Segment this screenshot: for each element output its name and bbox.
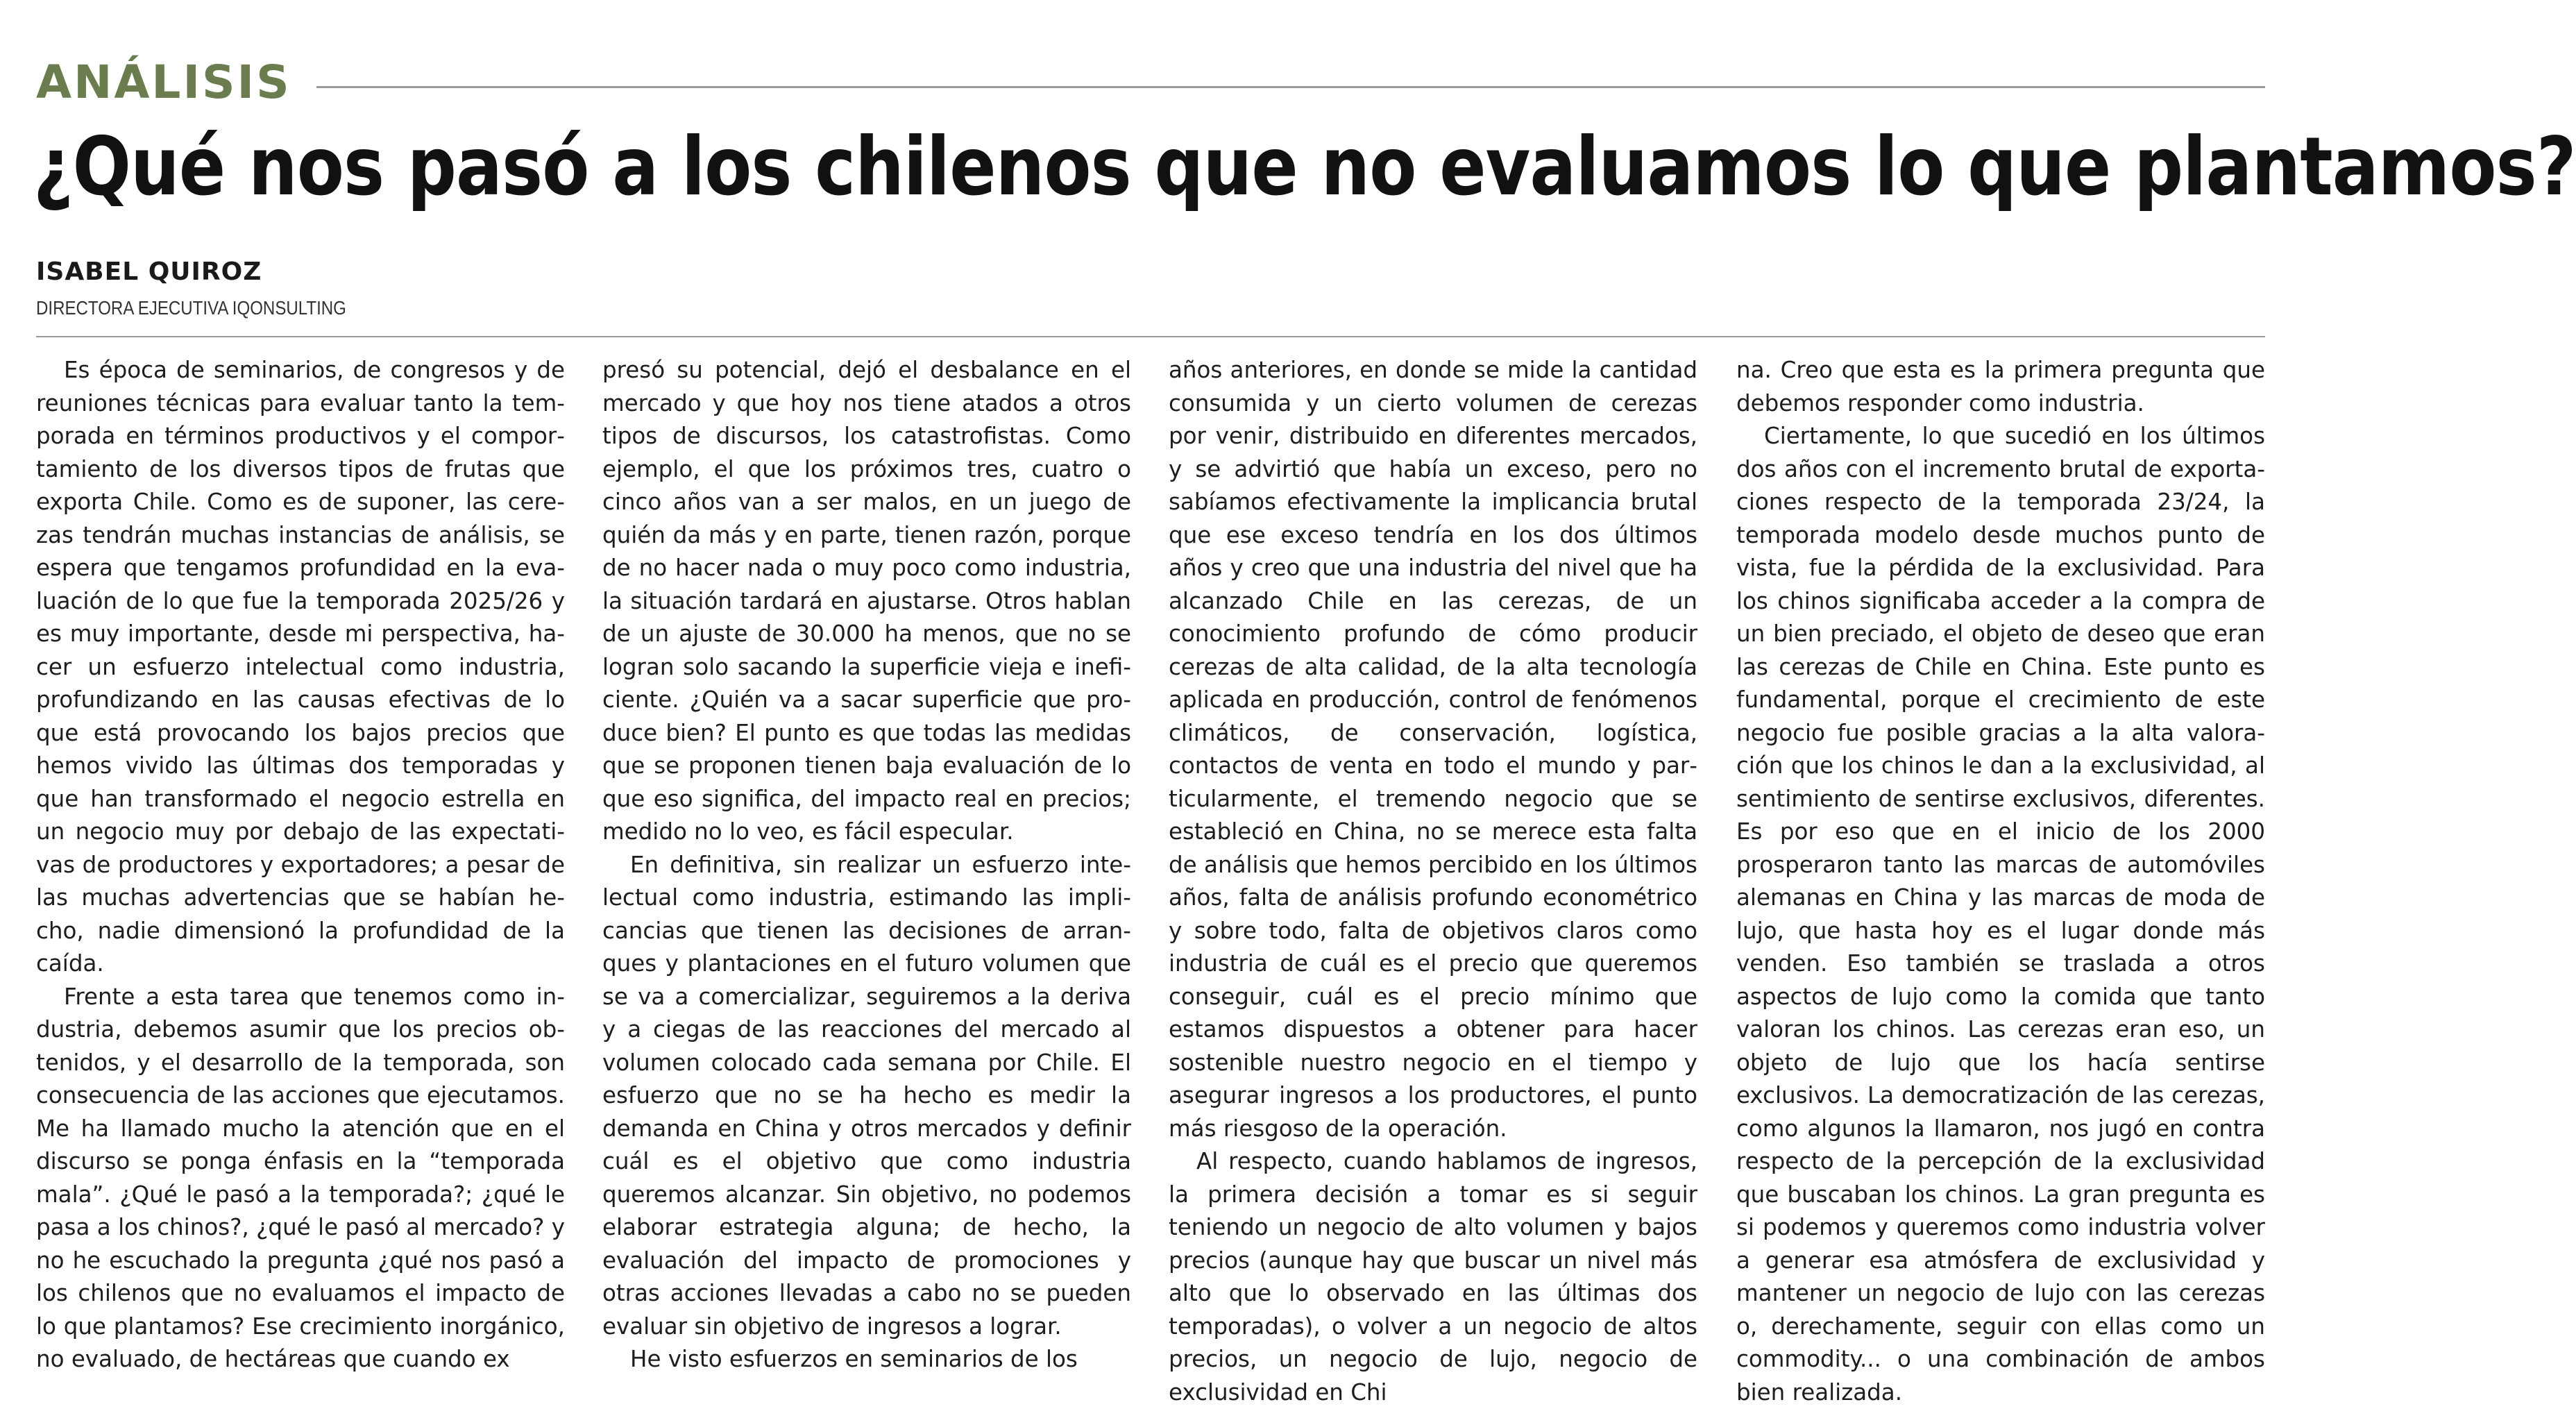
byline-divider	[36, 336, 2265, 337]
section-rule	[316, 86, 2265, 88]
article-column-3	[1169, 354, 1697, 1409]
paragraph: En definitiva, sin realizar un esfuerzo intelectual como industria, estimando las implicancias que tienen las decisiones de arranques y plantaciones en el futuro volumen que se va a comercializar, seguiremos a la deriva y a ciegas de las reacciones del mercado al volumen colocado cada semana por Chile. El esfuerzo que no se ha hecho es medir la demanda en China y otros mercados y definir cuál es el objetivo que como industria queremos alcanzar. Sin objetivo, no podemos elaborar estrategia alguna; de hecho, la evaluación del impacto de promociones y otras acciones llevadas a cabo no se pueden evaluar sin objetivo de ingresos a lograr.	[602, 851, 1131, 1340]
section-label: ANÁLISIS	[36, 55, 291, 109]
paragraph: Al respecto, cuando hablamos de ingresos, la primera decisión a tomar es si seguir teniendo un negocio de alto volumen y bajos precios (aunque hay que buscar un nivel más alto que lo observado en las últimas dos temporadas), o volver a un negocio de altos precios, un negocio de lujo, negocio de exclusividad en Chi	[1169, 1148, 1697, 1406]
section-header	[36, 54, 2265, 110]
byline	[36, 257, 397, 322]
paragraph: presó su potencial, dejó el desbalance en el mercado y que hoy nos tiene atados a otros tipos de discursos, los catastrofistas. Como ejemplo, el que los próximos tres, cuatro o cinco años van a ser malos, en un juego de quién da más y en parte, tienen razón, porque de no hacer nada o muy poco como industria, la situación tardará en ajustarse. Otros hablan de un ajuste de 30.000 ha menos, que no se logran solo sacando la superficie vieja e ineficiente. ¿Quién va a sacar superficie que produce bien? El punto es que todas las medidas que se proponen tienen baja evaluación de lo que eso significa, del impacto real en precios; medido no lo veo, es fácil especular.	[602, 357, 1131, 845]
paragraph: Frente a esta tarea que tenemos como industria, debemos asumir que los precios obtenidos, y el desarrollo de la temporada, son consecuencia de las acciones que ejecutamos. Me ha llamado mucho la atención que en el discurso se ponga énfasis en la “temporada mala”. ¿Qué le pasó a la temporada?; ¿qué le pasa a los chinos?, ¿qué le pasó al mercado? y no he escuchado la pregunta ¿qué nos pasó a los chilenos que no evaluamos el impacto de lo que plantamos? Ese crecimiento inorgánico, no evaluado, de hectáreas que cuando ex	[36, 983, 565, 1372]
article-body	[36, 354, 2265, 1406]
paragraph: na. Creo que esta es la primera pregunta que debemos responder como industria.	[1736, 357, 2265, 416]
article-column-1	[36, 354, 565, 1376]
author-role: DIRECTORA EJECUTIVA IQONSULTING	[36, 297, 346, 319]
headline: ¿Qué nos pasó a los chilenos que no evaluamos lo que plantamos?	[33, 120, 2576, 214]
article-column-4	[1736, 354, 2265, 1409]
author-name: ISABEL QUIROZ	[36, 258, 262, 286]
paragraph: años anteriores, en donde se mide la cantidad consumida y un cierto volumen de cerezas por venir, distribuido en diferentes mercados, y se advirtió que había un exceso, pero no sabíamos efectivamente la implicancia brutal que ese exceso tendría en los dos últimos años y creo que una industria del nivel que ha alcanzado Chile en las cerezas, de un conocimiento profundo de cómo producir cerezas de alta calidad, de la alta tecnología aplicada en producción, control de fenómenos climáticos, de conservación, logística, contactos de venta en todo el mundo y particularmente, el tremendo negocio que se estableció en China, no se merece esta falta de análisis que hemos percibido en los últimos años, falta de análisis profundo econométrico y sobre todo, falta de objetivos claros como industria de cuál es el precio que queremos conseguir, cuál es el precio mínimo que estamos dispuestos a obtener para hacer sostenible nuestro negocio en el tiempo y asegurar ingresos a los productores, el punto más riesgoso de la operación.	[1169, 357, 1697, 1142]
paragraph: He visto esfuerzos en seminarios de los	[630, 1346, 1078, 1372]
paragraph: Ciertamente, lo que sucedió en los últimos dos años con el incremento brutal de exportaciones respecto de la temporada 23/24, la temporada modelo desde muchos punto de vista, fue la pérdida de la exclusividad. Para los chinos significaba acceder a la compra de un bien preciado, el objeto de deseo que eran las cerezas de Chile en China. Este punto es fundamental, porque el crecimiento de este negocio fue posible gracias a la alta valoración que los chinos le dan a la exclusividad, al sentimiento de sentirse exclusivos, diferentes. Es por eso que en el inicio de los 2000 prosperaron tanto las marcas de automóviles alemanas en China y las marcas de moda de lujo, que hasta hoy es el lugar donde más venden. Eso también se traslada a otros aspectos de lujo como la comida que tanto valoran los chinos. Las cerezas eran eso, un objeto de lujo que los hacía sentirse exclusivos. La democratización de las cerezas, como algunos la llamaron, nos jugó en contra respecto de la percepción de la exclusividad que buscaban los chinos. La gran pregunta es si podemos y queremos como industria volver a generar esa atmósfera de exclusividad y mantener un negocio de lujo con las cerezas o, derechamente, seguir con ellas como un commodity... o una combinación de ambos bien realizada.	[1736, 423, 2265, 1406]
article-column-2	[602, 354, 1131, 1376]
paragraph: Es época de seminarios, de congresos y de reuniones técnicas para evaluar tanto la temporada en términos productivos y el comportamiento de los diversos tipos de frutas que exporta Chile. Como es de suponer, las cerezas tendrán muchas instancias de análisis, se espera que tengamos profundidad en la evaluación de lo que fue la temporada 2025/26 y es muy importante, desde mi perspectiva, hacer un esfuerzo intelectual como industria, profundizando en las causas efectivas de lo que está provocando los bajos precios que hemos vivido las últimas dos temporadas y que han transformado el negocio estrella en un negocio muy por debajo de las expectativas de productores y exportadores; a pesar de las muchas advertencias que se habían hecho, nadie dimensionó la profundidad de la caída.	[36, 357, 565, 977]
